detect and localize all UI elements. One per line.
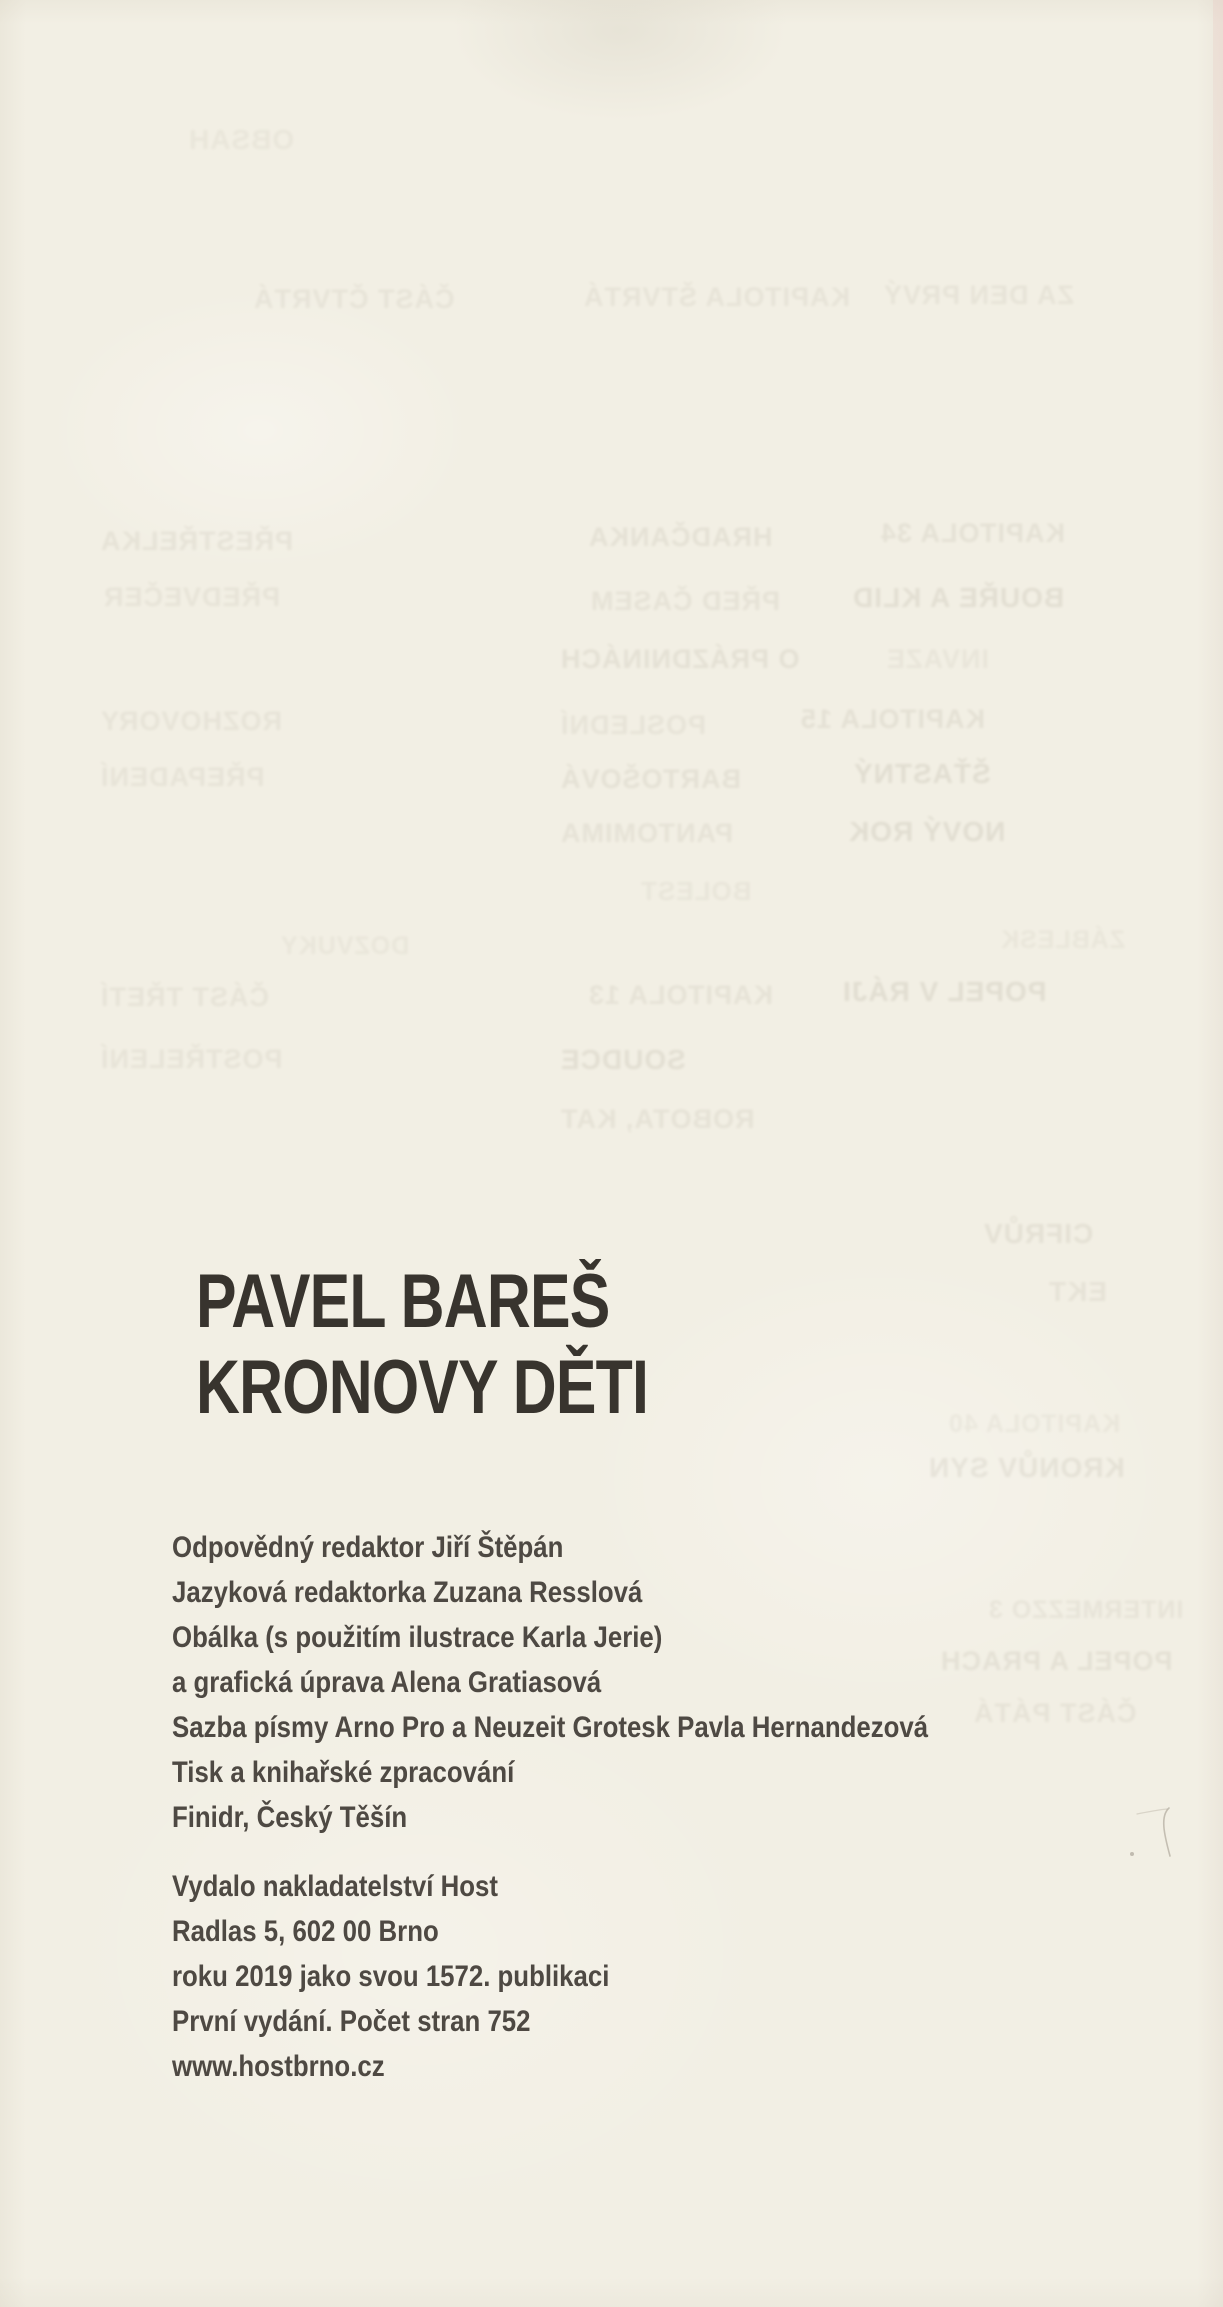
bleedthrough-fragment: KAPITOLA 15 <box>800 704 986 734</box>
bleedthrough-fragment: O PRÁZDNINÁCH <box>560 644 800 674</box>
bleedthrough-fragment: BARTOŠOVÁ <box>560 764 742 794</box>
credits-line: Odpovědný redaktor Jiří Štěpán <box>172 1531 564 1564</box>
bleedthrough-fragment: EKT <box>1048 1276 1107 1307</box>
bleedthrough-fragment: KAPITOLA ŠTVRTÁ <box>583 282 851 312</box>
bleedthrough-fragment: BOLEST <box>640 876 752 906</box>
bleedthrough-fragment: SOUDCE <box>560 1044 686 1075</box>
bleedthrough-fragment: OBSAH <box>188 124 295 155</box>
publisher-block <box>172 1864 609 2089</box>
bleedthrough-fragment: CIFRŮV <box>983 1218 1094 1249</box>
bleedthrough-fragment: ZÁBLESK <box>1000 926 1126 954</box>
book-author: PAVEL BAREŠ <box>196 1259 610 1344</box>
bleedthrough-fragment: ČÁST ČTVRTÁ <box>253 284 455 314</box>
bleedthrough-fragment: BOUŘE A KLID <box>852 582 1065 613</box>
bleedthrough-fragment: KAPITOLA 13 <box>588 980 774 1010</box>
bleedthrough-fragment: ROBOTA, KAT <box>560 1104 755 1134</box>
credits-line: Tisk a knihařské zpracování <box>172 1756 515 1789</box>
bleedthrough-fragment: INTERMEZZO 3 <box>988 1596 1184 1624</box>
bleedthrough-fragment: ROZHOVORY <box>100 706 283 736</box>
bleedthrough-fragment: PŘEDVEČER <box>103 582 281 612</box>
bleedthrough-fragment: PŘESTŘELKA <box>100 526 294 556</box>
bleedthrough-fragment: INVAZE <box>886 644 990 674</box>
credits-line: Sazba písmy Arno Pro a Neuzeit Grotesk Pavla Hernandezová <box>172 1711 929 1744</box>
bleedthrough-fragment: POSTŘELENÍ <box>100 1044 283 1074</box>
bleedthrough-fragment: ZA DEN PRVÝ <box>883 280 1075 310</box>
book-title <box>196 1259 761 1431</box>
bleedthrough-fragment: PŘEPADENÍ <box>100 762 265 792</box>
bleedthrough-fragment: POPEL V RÁJI <box>842 976 1047 1007</box>
bleedthrough-fragment: PŘED ČASEM <box>590 586 781 616</box>
bleedthrough-fragment: DOZVUKY <box>280 932 410 960</box>
credits-line: Obálka (s použitím ilustrace Karla Jerie) <box>172 1621 663 1654</box>
bleedthrough-fragment: KAPITOLA 34 <box>880 518 1066 548</box>
bleedthrough-fragment: KRONŮV SYN <box>928 1452 1125 1483</box>
book-title-text: KRONOVY DĚTI <box>196 1345 649 1430</box>
publisher-line: roku 2019 jako svou 1572. publikaci <box>172 1960 610 1993</box>
bleedthrough-fragment: KAPITOLA 40 <box>948 1410 1121 1438</box>
publisher-line: Radlas 5, 602 00 Brno <box>172 1915 439 1948</box>
bleedthrough-fragment: NOVÝ ROK <box>848 816 1006 847</box>
credits-line: Jazyková redaktorka Zuzana Resslová <box>172 1576 643 1609</box>
bleedthrough-fragment: ŠŤASTNÝ <box>853 758 991 789</box>
publisher-line: www.hostbrno.cz <box>172 2050 385 2083</box>
bleedthrough-fragment: POSLEDNÍ <box>560 710 707 740</box>
credits-line: a grafická úprava Alena Gratiasová <box>172 1666 602 1699</box>
credits-block <box>172 1525 928 1840</box>
publisher-line: První vydání. Počet stran 752 <box>172 2005 531 2038</box>
bleedthrough-fragment: ČÁST PÁTÁ <box>973 1698 1137 1728</box>
credits-line: Finidr, Český Těšín <box>172 1801 408 1834</box>
bleedthrough-fragment: PANTOMIMA <box>560 818 733 848</box>
bleedthrough-fragment: ČÁST TŘETÍ <box>100 982 269 1012</box>
bleedthrough-fragment: POPEL A PRACH <box>940 1646 1173 1676</box>
bleedthrough-fragment: HRADČANKA <box>588 522 773 552</box>
publisher-line: Vydalo nakladatelství Host <box>172 1870 498 1903</box>
